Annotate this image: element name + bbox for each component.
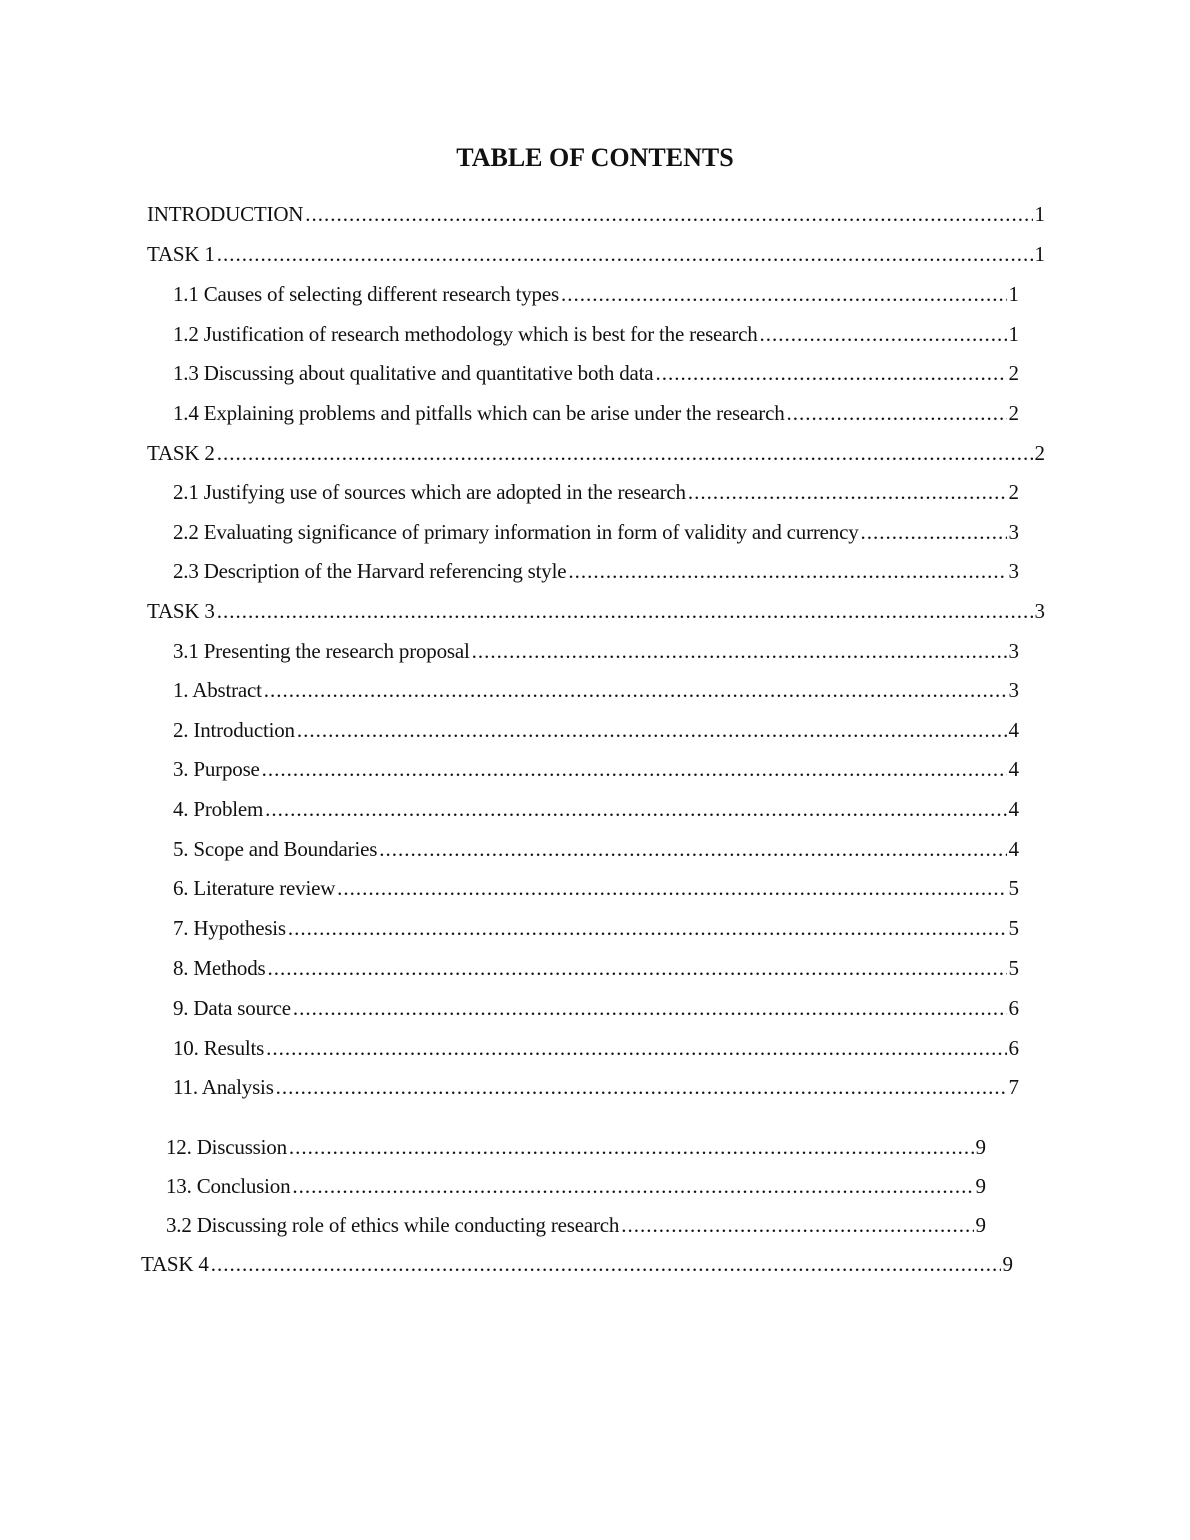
- dot-leader: [760, 321, 1007, 347]
- toc-entry-label: 6. Literature review: [173, 876, 336, 900]
- toc-entry-label: 1.1 Causes of selecting different research types: [173, 282, 559, 306]
- toc-entry-label: 1.4 Explaining problems and pitfalls which can be arise under the research: [173, 401, 785, 425]
- toc-entry-purpose[interactable]: [173, 756, 1019, 782]
- dot-leader: [276, 1074, 1007, 1100]
- toc-entry-label: 12. Discussion: [166, 1135, 287, 1159]
- toc-entry-label: 2.2 Evaluating significance of primary information in form of validity and currency: [173, 520, 859, 544]
- toc-entry-label: TASK 3: [147, 599, 215, 623]
- dot-leader: [293, 995, 1007, 1021]
- toc-entry-label: 1. Abstract: [173, 678, 262, 702]
- toc-entry-task-4[interactable]: [141, 1251, 1013, 1277]
- toc-entry-results[interactable]: [173, 1035, 1019, 1061]
- toc-entry-label: INTRODUCTION: [147, 202, 304, 226]
- toc-page-number: 2: [1008, 361, 1019, 385]
- toc-page-number: 4: [1008, 757, 1019, 781]
- toc-entry-label: 13. Conclusion: [166, 1174, 291, 1198]
- toc-entry-literature-review[interactable]: [173, 875, 1019, 901]
- toc-entry-1-1[interactable]: [173, 281, 1019, 307]
- dot-leader: [217, 598, 1033, 624]
- toc-entry-label: TASK 4: [141, 1252, 209, 1276]
- toc-entry-3-1[interactable]: [173, 638, 1019, 664]
- toc-entry-label: 8. Methods: [173, 956, 266, 980]
- toc-entry-scope[interactable]: [173, 836, 1019, 862]
- dot-leader: [379, 836, 1006, 862]
- dot-leader: [297, 717, 1007, 743]
- toc-entry-introduction-sub[interactable]: [173, 717, 1019, 743]
- dot-leader: [211, 1251, 1001, 1277]
- dot-leader: [337, 875, 1006, 901]
- toc-page-number: 3: [1034, 599, 1045, 623]
- toc-page-number: 2: [1008, 401, 1019, 425]
- toc-page-number: 5: [1008, 876, 1019, 900]
- toc-page-number: 1: [1034, 202, 1045, 226]
- toc-page-number: 9: [975, 1135, 986, 1159]
- toc-entry-2-2[interactable]: [173, 519, 1019, 545]
- toc-entry-data-source[interactable]: [173, 995, 1019, 1021]
- toc-page-number: 1: [1008, 322, 1019, 346]
- toc-entry-abstract[interactable]: [173, 677, 1019, 703]
- toc-entry-1-4[interactable]: [173, 400, 1019, 426]
- dot-leader: [289, 1134, 974, 1160]
- toc-entry-label: 3. Purpose: [173, 757, 260, 781]
- dot-leader: [655, 360, 1006, 386]
- toc-entry-label: 9. Data source: [173, 996, 291, 1020]
- toc-page-number: 9: [975, 1213, 986, 1237]
- dot-leader: [787, 400, 1007, 426]
- dot-leader: [217, 440, 1033, 466]
- toc-entry-label: 2.3 Description of the Harvard referencing style: [173, 559, 567, 583]
- toc-entry-label: 11. Analysis: [173, 1075, 274, 1099]
- toc-page-number: 2: [1034, 441, 1045, 465]
- dot-leader: [621, 1212, 973, 1238]
- dot-leader: [472, 638, 1007, 664]
- toc-page-number: 1: [1008, 282, 1019, 306]
- toc-page-number: 4: [1008, 797, 1019, 821]
- dot-leader: [861, 519, 1007, 545]
- toc-entry-label: 3.1 Presenting the research proposal: [173, 639, 470, 663]
- dot-leader: [568, 558, 1006, 584]
- dot-leader: [268, 955, 1007, 981]
- toc-entry-label: 4. Problem: [173, 797, 264, 821]
- toc-title: TABLE OF CONTENTS: [456, 143, 734, 172]
- dot-leader: [561, 281, 1007, 307]
- toc-page-number: 6: [1008, 996, 1019, 1020]
- toc-entry-task-2[interactable]: [147, 440, 1045, 466]
- toc-entry-problem[interactable]: [173, 796, 1019, 822]
- toc-entry-1-2[interactable]: [173, 321, 1019, 347]
- toc-entry-label: TASK 2: [147, 441, 215, 465]
- toc-entry-task-1[interactable]: [147, 241, 1045, 267]
- toc-entry-label: 3.2 Discussing role of ethics while conducting research: [166, 1213, 620, 1237]
- toc-page-number: 7: [1008, 1075, 1019, 1099]
- toc-entry-2-3[interactable]: [173, 558, 1019, 584]
- toc-page-number: 4: [1008, 718, 1019, 742]
- dot-leader: [265, 796, 1006, 822]
- toc-entry-introduction[interactable]: [147, 201, 1045, 227]
- toc-entry-methods[interactable]: [173, 955, 1019, 981]
- toc-page-number: 3: [1008, 639, 1019, 663]
- dot-leader: [217, 241, 1033, 267]
- toc-entry-label: 1.2 Justification of research methodology which is best for the research: [173, 322, 758, 346]
- toc-entry-label: 2. Introduction: [173, 718, 295, 742]
- dot-leader: [305, 201, 1032, 227]
- toc-page-number: 9: [1002, 1252, 1013, 1276]
- toc-entry-analysis[interactable]: [173, 1074, 1019, 1100]
- toc-entry-label: 1.3 Discussing about qualitative and quantitative both data: [173, 361, 654, 385]
- toc-page-number: 3: [1008, 678, 1019, 702]
- dot-leader: [688, 479, 1007, 505]
- toc-page-number: 3: [1008, 559, 1019, 583]
- toc-entry-label: 5. Scope and Boundaries: [173, 837, 378, 861]
- toc-entry-3-2[interactable]: [166, 1212, 986, 1238]
- toc-page-number: 2: [1008, 480, 1019, 504]
- toc-entry-2-1[interactable]: [173, 479, 1019, 505]
- toc-entry-conclusion[interactable]: [166, 1173, 986, 1199]
- toc-page-number: 6: [1008, 1036, 1019, 1060]
- toc-page-number: 1: [1034, 242, 1045, 266]
- toc-page-number: 4: [1008, 837, 1019, 861]
- toc-page-number: 5: [1008, 956, 1019, 980]
- toc-entry-discussion[interactable]: [166, 1134, 986, 1160]
- toc-page-number: 3: [1008, 520, 1019, 544]
- dot-leader: [264, 677, 1007, 703]
- toc-entry-task-3[interactable]: [147, 598, 1045, 624]
- dot-leader: [266, 1035, 1006, 1061]
- dot-leader: [262, 756, 1007, 782]
- toc-entry-label: 10. Results: [173, 1036, 265, 1060]
- toc-entry-label: 2.1 Justifying use of sources which are adopted in the research: [173, 480, 686, 504]
- toc-page-number: 5: [1008, 916, 1019, 940]
- toc-entry-1-3[interactable]: [173, 360, 1019, 386]
- toc-entry-label: 7. Hypothesis: [173, 916, 286, 940]
- toc-entry-label: TASK 1: [147, 242, 215, 266]
- dot-leader: [292, 1173, 973, 1199]
- toc-entry-hypothesis[interactable]: [173, 915, 1019, 941]
- toc-page-number: 9: [975, 1174, 986, 1198]
- dot-leader: [288, 915, 1007, 941]
